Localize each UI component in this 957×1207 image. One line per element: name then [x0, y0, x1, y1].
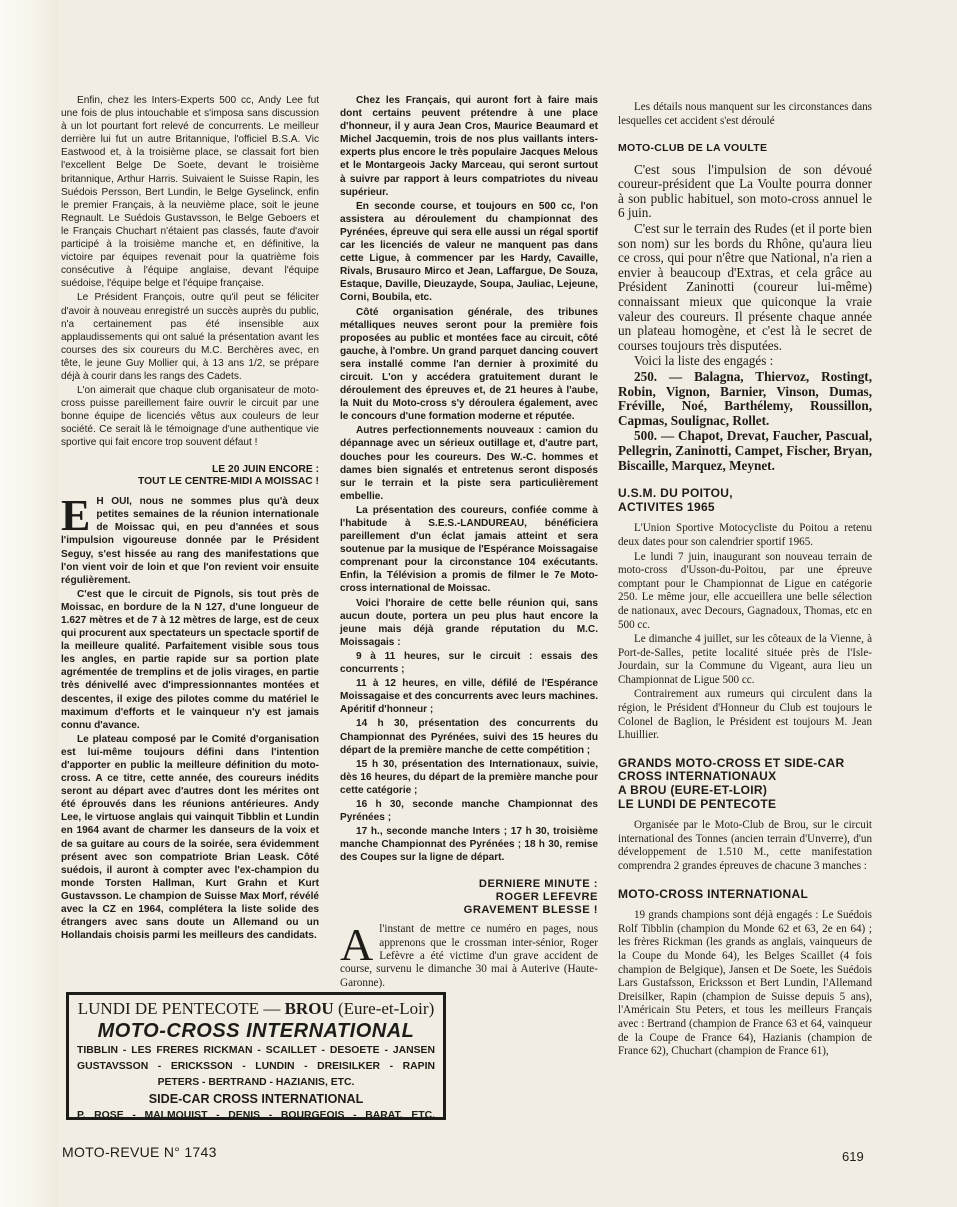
entry-list-250: 250. — Balagna, Thiervoz, Rostingt, Robin, Vignon, Barnier, Vinson, Dumas, Fréville, Noé, Barthélemy, Roussillon, Capmas, Soulignac, Rollet.	[618, 369, 872, 428]
paragraph: Chez les Français, qui auront fort à faire mais dont certains peuvent prétendre à une place d'honneur, il y aura Jean Cros, Maurice Beaumard et Michel Jacquemin, trois de nos plus vaillants inters-experts plus encore le très populaire Jacques Melous et le Montargeois Jacky Marceau, qui seront surtout à suivre par rapport à leurs compatriotes du niveau supérieur.	[340, 95, 598, 198]
article-title-moissac: LE 20 JUIN ENCORE : TOUT LE CENTRE-MIDI A MOISSAC !	[138, 463, 319, 488]
schedule-item: 15 h 30, présentation des Internationaux, suivie, dès 16 heures, du départ de la première manche pour cette catégorie ;	[340, 758, 598, 796]
drop-cap: E	[61, 491, 91, 541]
schedule-item: 17 h., seconde manche Inters ; 17 h 30, troisième manche Championnat des Pyrénées ; 18 h 30, remise des Coupes sur la ligne de départ.	[340, 826, 598, 864]
ad-riders-2: GUSTAVSSON - ERICKSSON - LUNDIN - DREISILKER - RAPIN	[77, 1061, 435, 1072]
paragraph: C'est que le circuit de Pignols, sis tout près de Moissac, en bordure de la N 127, d'une longueur de 1.627 mètres et de 7 à 12 mètres de large, est de ceux qui procurent aux spectateurs un spectacle sportif de la meilleure qualité. Parfaitement visible sous tous les angles, en partie rapide sur sa portion plate agrémentée de tremplins et de jolis virages, en partie très dénivellé avec d'impressionnantes montées et descentes, il exige des pilotes comme du matériel le maximum d'efforts et le vainqueur n'y est jamais connu d'avance.	[61, 588, 319, 731]
schedule-item: 11 à 12 heures, en ville, défilé de l'Espérance Moissagaise et des concurrents avec leurs machines. Apéritif d'honneur ;	[340, 678, 598, 716]
article-title-derniere-minute: DERNIERE MINUTE : ROGER LEFEVRE GRAVEMENT BLESSE !	[463, 878, 598, 917]
paragraph: Voici la liste des engagés :	[634, 353, 774, 369]
paragraph: C'est sous l'impulsion de son dévoué coureur-président que La Voulte pourra donner à son public habituel, son moto-cross annuel le 6 juin.	[618, 161, 872, 221]
article-lead: E H OUI, nous ne sommes plus qu'à deux petites semaines de la réunion internationale de Moissac qui, en peu d'années et sous l'impulsion vigoureuse donnée par le Président Seguy, s'est hissée au rang des manifestations que l'on vient voir de loin et que l'on revient voir ensuite régulièrement.	[61, 491, 319, 586]
ad-title: MOTO-CROSS INTERNATIONAL	[97, 1020, 415, 1042]
schedule-item: 16 h 30, seconde manche Championnat des Pyrénées ;	[340, 798, 598, 824]
magazine-issue: MOTO-REVUE N° 1743	[62, 1144, 217, 1160]
paragraph: Le Président François, outre qu'il peut se féliciter d'avoir à nouveau enregistré un succès auprès du public, n'a certainement pas été insensible aux applaudissements qui ont salué la présentation avant les courses des six coureurs du M.C. Berchères avec, en tête, le jeune Guy Mollier qui, à 13 ans 1/2, se prépare déjà à courir dans les rangs des Cadets.	[61, 292, 319, 382]
drop-cap: A	[340, 919, 374, 971]
paragraph: L'Union Sportive Motocycliste du Poitou a retenu deux dates pour son calendrier sportif 1965.	[618, 522, 872, 548]
paragraph: Côté organisation générale, des tribunes métalliques neuves seront pour la première fois proposées au public et montées face au circuit, côté gauche, à l'ombre. Un grand parquet dancing couvert sera installé comme l'an dernier à proximité du circuit. L'on y accédera gratuitement durant le déroulement des épreuves et, de 21 heures à l'aube, la Nuit du Moto-cross s'y déroulera également, avec le concours d'une formation moderne et réputée.	[340, 306, 598, 423]
ad-riders-1: TIBBLIN - LES FRERES RICKMAN - SCAILLET - DESOETE - JANSEN	[77, 1045, 435, 1056]
schedule-item: 9 à 11 heures, sur le circuit : essais des concurrents ;	[340, 650, 598, 676]
paragraph: Voici l'horaire de cette belle réunion qui, sans aucun doute, portera un peu plus haut encore la jeune mais déjà grande réputation du M.C. Moissagais :	[340, 597, 598, 648]
paragraph: C'est sur le terrain des Rudes (et il porte bien son nom) sur les bords du Rhône, qu'aura lieu ce cross, qui pour n'être que National, n'a rien a envier à beaucoup d'Extras, et cela grâce au Président Zaninotti (coureur lui-même) connaissant mieux que quiconque la vraie valeur des coureurs. Il présente chaque année un plateau homogène, et c'est là le secret de courses toujours très disputées.	[618, 221, 872, 353]
column-2	[340, 94, 598, 991]
section-title-brou: GRANDS MOTO-CROSS ET SIDE-CAR CROSS INTERNATIONAUX A BROU (EURE-ET-LOIR) LE LUNDI DE PENTECOTE	[618, 755, 845, 811]
section-title-voulte: MOTO-CLUB DE LA VOULTE	[618, 142, 768, 155]
page-margin	[0, 0, 58, 1207]
ad-headline: LUNDI DE PENTECOTE — BROU (Eure-et-Loir)	[77, 999, 435, 1018]
paragraph: Les détails nous manquent sur les circonstances dans lesquelles cet accident s'est déroulé	[618, 101, 872, 127]
section-title-poitou: U.S.M. DU POITOU, ACTIVITES 1965	[618, 486, 733, 514]
paragraph: Contrairement aux rumeurs qui circulent dans la région, le Président d'Honneur du Club est toujours le Colonel de Baglion, le Président est toujours M. Jean Lhuillier.	[618, 688, 872, 742]
paragraph: Le dimanche 4 juillet, sur les côteaux de la Vienne, à Port-de-Salles, petite localité située près de l'Isle-Jourdain, sur la Commune du Vigeant, aura lieu un Championnat de Ligue 500 cc.	[618, 633, 872, 686]
ad-riders-3: PETERS - BERTRAND - HAZIANIS, ETC.	[157, 1077, 355, 1088]
ad-sidecar-title: SIDE-CAR CROSS INTERNATIONAL	[148, 1092, 364, 1106]
paragraph: L'on aimerait que chaque club organisateur de moto-cross puisse pareillement faire ouvrir le circuit par une bonne équipe de licenciés vêtus aux couleurs de leur société. Ce serait là le témoignage d'une authentique vie sportive qui fait encore trop souvent défaut !	[61, 385, 319, 449]
section-title-moto-cross-international: MOTO-CROSS INTERNATIONAL	[618, 886, 809, 901]
page-number: 619	[842, 1149, 864, 1164]
paragraph: Autres perfectionnements nouveaux : camion du dépannage avec un sérieux outillage et, d'autre part, douches pour les coureurs. Des W.-C. hommes et dames bien signalés et entretenus seront disposés sur le terrain et la piste sera particulièrement embellie.	[340, 425, 598, 502]
column-3	[618, 101, 872, 1060]
article-lead: Al'instant de mettre ce numéro en pages, nous apprenons que le crossman inter-sénior, Roger Lefèvre a été victime d'un grave accident de course, survenu le dimanche 30 mai à Auterive (Haute-Garonne).	[340, 919, 598, 989]
paragraph: 19 grands champions sont déjà engagés : Le Suédois Rolf Tibblin (champion du Monde 62 et 63, 2e en 64) ; les frères Rickman (les grands as anglais, vainqueurs de la Coupe du Monde 64), les Belges Scaillet (4 fois champion de Belgique), Jansen et De Soete, les Suédois Lars Gustafsson, Ericksson et Bert Lundin, l'Allemand Dreisilker, Rapin (champion de Suisse depuis 5 ans), l'Américain Stu Peters, et tous les meilleurs Français avec : Bertrand (champion de France 63 et 64, vainqueur de la Coupe de France 64), Hazianis (champion de France 62), Chuchart (champion de France 61),	[618, 909, 872, 1058]
ad-sidecar-riders: P. ROSE - MALMQUIST - DENIS - BOURGEOIS - BARAT, ETC.	[77, 1110, 435, 1121]
paragraph: La présentation des coureurs, confiée comme à l'habitude à S.E.S.-LANDUREAU, bénéficiera pareillement d'un éclat jamais atteint et sera soutenue par la musique de l'Espérance Moissagaise comprenant pour la circonstance 104 exécutants. Enfin, la Télévision a promis de filmer le 7e Moto-cross international de Moissac.	[340, 504, 598, 595]
paragraph: Organisée par le Moto-Club de Brou, sur le circuit international des Tonnes (ancien terrain d'Unverre), d'un développement de 1.510 M., cette manifestation comprendra 2 grandes épreuves de chacune 3 manches :	[618, 819, 872, 872]
paragraph: Le plateau composé par le Comité d'organisation est lui-même toujours défini dans l'intention d'apporter en public la meilleure définition du moto-cross. A ce titre, cette année, des coureurs inédits seront au départ avec d'autres dont les mérites ont été éprouvés dans les réunions antérieures. Andy Lee, le virtuose anglais qui vainquit Tibblin et Lundin en 1964 avant de charmer les danseurs de la voix et de sa guitare au cours de la soirée, sera évidemment présent avec son compatriote Brian Leask. Côté suédois, il auront à compter avec l'ex-champion du monde Torsten Hallman, Kurt Grahn et Kurt Gustavsson. Le champion de Suisse Max Morf, révélé avec la CZ en 1964, complétera la liste solide des étrangers avec sans doute un Allemand ou un Hollandais choisis parmi les meilleurs des candidats.	[61, 733, 319, 942]
schedule-item: 14 h 30, présentation des concurrents du Championnat des Pyrénées, suivi des 15 heures du départ de la première manche de cette compétition ;	[340, 718, 598, 756]
column-1	[61, 94, 319, 943]
paragraph: Le lundi 7 juin, inaugurant son nouveau terrain de moto-cross d'Usson-du-Poitou, par une épreuve comptant pour le Championnat de Ligue en catégorie 250. Le même jour, elle accueillera une belle sélection de nationaux, avec Decours, Gagnadoux, Thomas, etc en 500 cc.	[618, 550, 872, 631]
entry-list-500: 500. — Chapot, Drevat, Faucher, Pascual, Pellegrin, Zaninotti, Campet, Fischer, Bryan, Biscaille, Marquez, Meynet.	[618, 428, 872, 473]
paragraph: En seconde course, et toujours en 500 cc, l'on assistera au déroulement du championnat des Pyrénées, épreuve qui sera elle aussi un régal sportif car les licenciés de valeur ne manquent pas dans cette Ligue, à commencer par les Hardy, Cavaille, Rivals, Brusauro Mirco et Jean, Laffargue, De Souza, Estaque, Daville, Dieuzayde, Soupa, Jauliac, Lejeune, Corni, Boubila, etc.	[340, 200, 598, 304]
advertisement-box	[66, 992, 446, 1120]
paragraph: Enfin, chez les Inters-Experts 500 cc, Andy Lee fut une fois de plus intouchable et s'imposa sans discussion à un lot pourtant fort relevé de concurrents. Le meilleur derrière lui fut un autre Britannique, l'officiel B.S.A. Vic Eastwood et, à la troisième place, se classait fort bien l'excellent Belge De Soete, devant le troisième britannique, Arthur Harris. Suivaient le Suisse Rapin, les Suédois Persson, Bert Lundin, le Belge Gyselinck, enfin le premier Français, à la neuvième place, soit le jeune Regnault. Le Suédois Gustavsson, le Belge Geboers et le Français Chuchart n'étaient pas classés, faute d'avoir participé à la troisième manche et, en définitive, la victoire par équipes revenait pour la quatrième fois consécutive à l'équipe anglaise, devant l'équipe suédoise, l'équipe belge et l'équipe française.	[61, 95, 319, 290]
